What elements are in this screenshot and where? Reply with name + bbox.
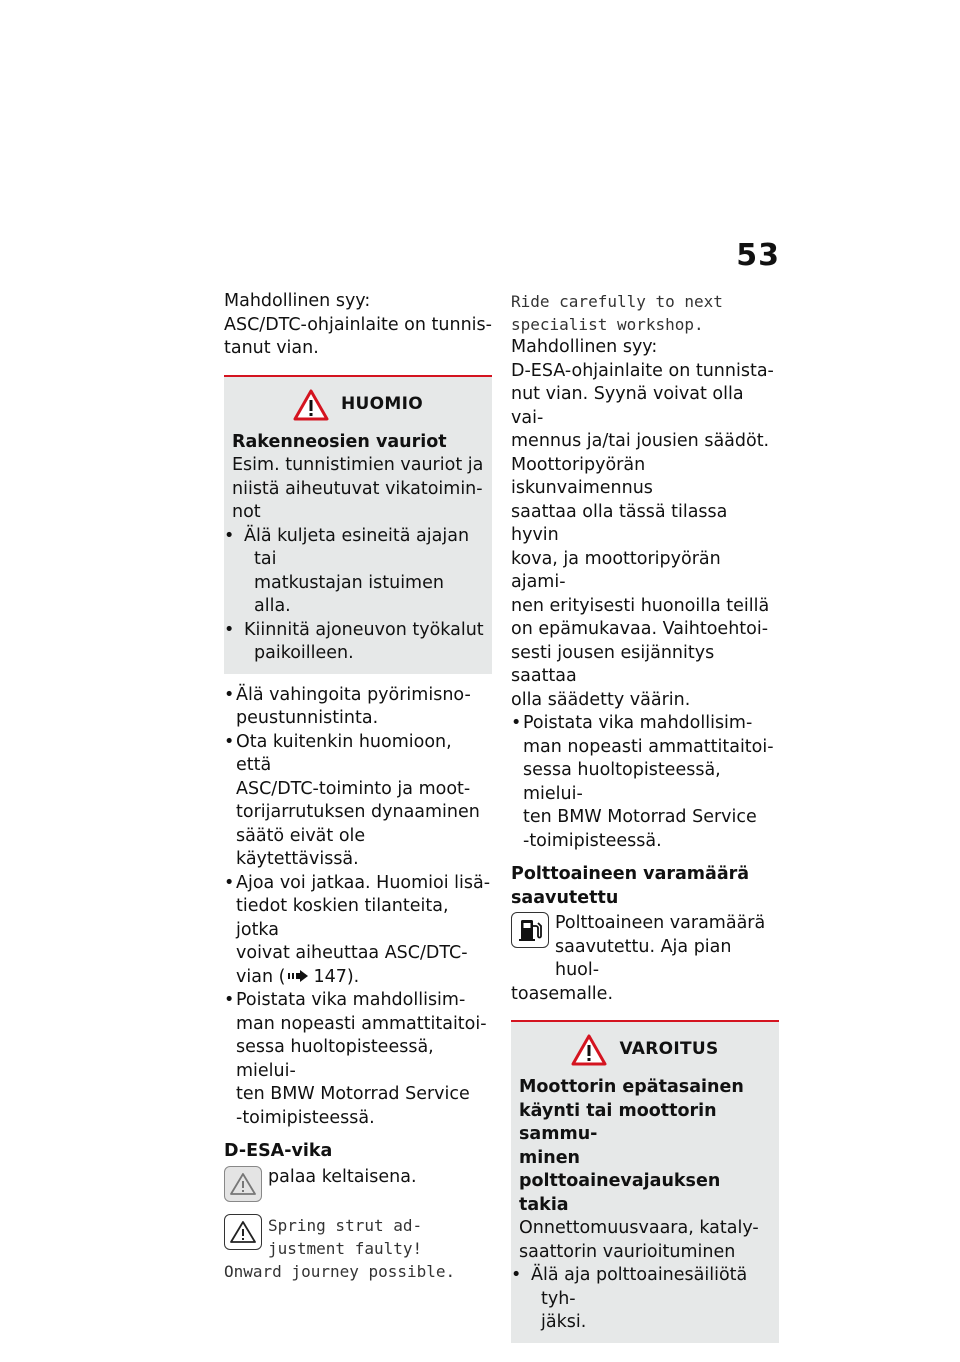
warning-box bbox=[511, 1020, 779, 1343]
desa-indicator-row bbox=[224, 1166, 492, 1202]
display-message: Spring strut ad- justment faulty! bbox=[268, 1215, 423, 1258]
warning-triangle-icon bbox=[571, 1034, 607, 1066]
desa-text: palaa keltaisena. bbox=[268, 1166, 417, 1187]
display-message: Ride carefully to next specialist workshop. bbox=[511, 292, 723, 334]
desa-heading: D-ESA-vika bbox=[224, 1141, 333, 1161]
warning-triangle-icon bbox=[293, 389, 329, 421]
desa-display-row bbox=[224, 1214, 492, 1260]
fuel-heading: Polttoaineen varamäärä saavutettu bbox=[511, 864, 750, 908]
note-label: HUOMIO bbox=[341, 393, 423, 414]
cause-text: Mahdollinen syy: ASC/DTC-ohjainlaite on tunnis- tanut vian. bbox=[224, 291, 492, 358]
page-reference[interactable]: vian ( 147). bbox=[236, 966, 360, 987]
note-bullets bbox=[232, 525, 484, 666]
list-item: • Ajoa voi jatkaa. Huomioi lisä- tiedot koskien tilanteita, jotka voivat aiheuttaa ASC/DTC- vian ( 147). bbox=[224, 872, 492, 990]
list-item: • Kiinnitä ajoneuvon työkalut paikoilleen. bbox=[232, 619, 484, 666]
list-item: • Poistata vika mahdollisim- man nopeasti ammattitaitoi- sessa huoltopisteessä, mielui- ten BMW Motorrad Service -toimipisteessä. bbox=[511, 712, 779, 853]
warning-light-icon bbox=[224, 1214, 262, 1250]
warning-light-icon bbox=[224, 1166, 262, 1202]
page-number: 53 bbox=[736, 238, 780, 273]
action-bullets bbox=[511, 712, 779, 853]
warning-box-title bbox=[519, 1034, 771, 1066]
list-item: • Älä vahingoita pyörimisno- peustunnistinta. bbox=[224, 684, 492, 731]
action-bullets bbox=[224, 684, 492, 1131]
list-item: • Älä kuljeta esineitä ajajan tai matkustajan istuimen alla. bbox=[232, 525, 484, 619]
display-message-continued: Onward journey possible. bbox=[224, 1261, 456, 1281]
left-column bbox=[224, 290, 492, 1283]
fuel-text-top: Polttoaineen varamäärä saavutettu. Aja pian huol- bbox=[555, 913, 766, 980]
warning-bullets bbox=[519, 1264, 771, 1335]
cause-text: Mahdollinen syy: D-ESA-ohjainlaite on tunnista- nut vian. Syynä voivat olla vai- mennus ja/tai jousien säädöt. Moottoripyörän iskunvaimennus saattaa olla tässä tilassa hyvin kova, ja moottoripyörän ajami- nen erityisesti huonoilla teillä on epämukavaa. Vaihtoehtoi- sesti jousen esijännitys saattaa olla säädetty väärin. bbox=[511, 337, 774, 710]
fuel-text-bottom: toasemalle. bbox=[511, 983, 614, 1004]
fuel-indicator-row bbox=[511, 912, 779, 983]
list-item: • Älä aja polttoainesäiliötä tyh- jäksi. bbox=[519, 1264, 771, 1335]
note-heading: Rakenneosien vauriot bbox=[232, 431, 447, 452]
warning-heading: Moottorin epätasainen käynti tai moottorin sammu- minen polttoainevajauksen takia bbox=[519, 1077, 744, 1215]
right-column bbox=[511, 290, 779, 1353]
note-box-title bbox=[232, 389, 484, 421]
page-reference-arrow-icon bbox=[288, 970, 310, 982]
list-item: • Ota kuitenkin huomioon, että ASC/DTC-toiminto ja moot- torijarrutuksen dynaaminen säätö eivät ole käytettävissä. bbox=[224, 731, 492, 872]
warning-label: VAROITUS bbox=[619, 1039, 719, 1060]
list-item: • Poistata vika mahdollisim- man nopeasti ammattitaitoi- sessa huoltopisteessä, mielui- ten BMW Motorrad Service -toimipisteessä. bbox=[224, 989, 492, 1130]
note-box bbox=[224, 375, 492, 674]
note-text: Esim. tunnistimien vauriot ja niistä aiheutuvat vikatoimin- not bbox=[232, 455, 484, 522]
fuel-pump-icon bbox=[511, 912, 549, 948]
warning-text: Onnettomuusvaara, kataly- saattorin vaurioituminen bbox=[519, 1218, 759, 1262]
